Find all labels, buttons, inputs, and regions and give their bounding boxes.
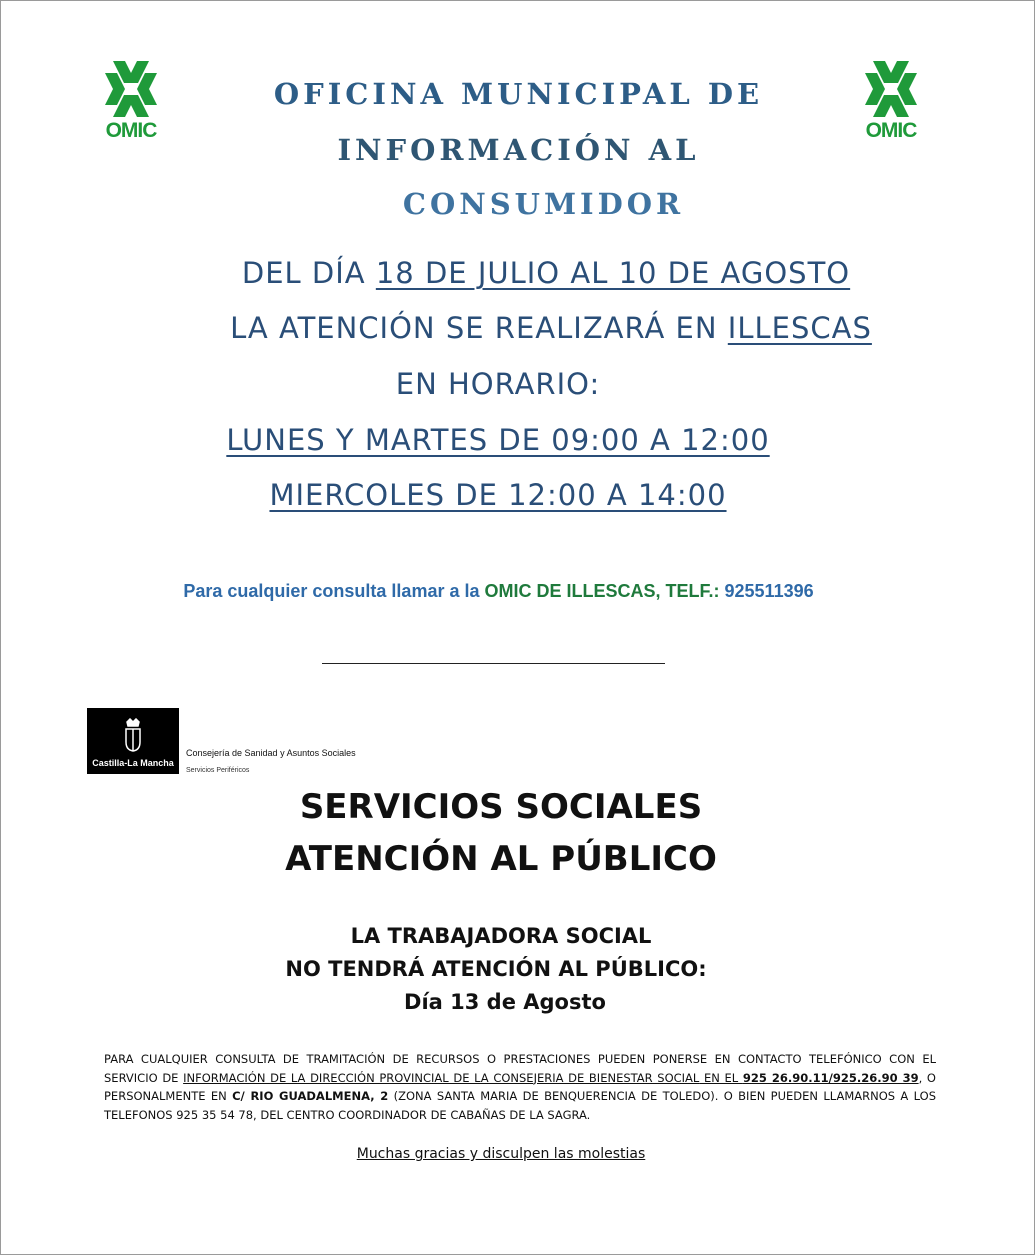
castilla-la-mancha-name: Castilla-La Mancha <box>92 758 174 768</box>
servicios-perifericos-label: Servicios Periféricos <box>186 767 250 774</box>
schedule-dates: 18 DE JULIO AL 10 DE AGOSTO <box>375 256 851 290</box>
closure-date-line: Día 13 de Agosto <box>404 990 606 1014</box>
consulta-prefix: Para cualquier consulta llamar a la <box>183 581 485 601</box>
thanks-line: Muchas gracias y disculpen las molestias <box>356 1146 646 1162</box>
castilla-la-mancha-logo <box>87 708 179 774</box>
header-title-line-3: CONSUMIDOR <box>402 187 685 221</box>
coat-of-arms-icon <box>121 718 145 752</box>
servicios-sociales-title: SERVICIOS SOCIALES <box>299 787 703 827</box>
schedule-dates-prefix: DEL DÍA <box>241 256 376 290</box>
atencion-publico-title: ATENCIÓN AL PÚBLICO <box>285 839 717 879</box>
body-part-5: , O PERSONALMENTE EN <box>104 1070 936 1103</box>
schedule-place-prefix: LA ATENCIÓN SE REALIZARÁ EN <box>230 311 728 345</box>
body-part-1: PARA CUALQUIER CONSULTA DE TRAMITACIÓN DE RECURSOS O PRESTACIONES PUEDEN PONERSE EN CONTACTO TELEFÓNICO CON EL SERVICIO DE <box>104 1052 936 1085</box>
no-atencion-line: NO TENDRÁ ATENCIÓN AL PÚBLICO: <box>285 957 707 981</box>
omic-logo-text: OMIC <box>105 119 157 142</box>
body-part-3: EN EL <box>699 1070 743 1085</box>
body-part-7: (ZONA SANTA MARIA DE BENQUERENCIA DE TOLEDO). O BIEN PUEDEN LLAMARNOS A LOS TELEFONOS 925 35 54 78, DEL CENTRO COORDINADOR DE CABAÑAS DE LA SAGRA. <box>104 1089 936 1122</box>
body-service-name: INFORMACIÓN DE LA DIRECCIÓN PROVINCIAL DE LA CONSEJERIA DE BIENESTAR SOCIAL <box>183 1070 700 1085</box>
omic-logo-text: OMIC <box>865 119 917 142</box>
header-title-line-1: OFICINA MUNICIPAL DE <box>273 77 764 111</box>
body-address: C/ RIO GUADALMENA, 2 <box>232 1089 389 1103</box>
schedule-dates-line <box>96 256 996 290</box>
schedule-hours-mon-tue-text: LUNES Y MARTES DE 09:00 A 12:00 <box>226 423 770 457</box>
trabajadora-social-line: LA TRABAJADORA SOCIAL <box>350 924 652 948</box>
consejeria-label: Consejería de Sanidad y Asuntos Sociales <box>186 748 356 758</box>
schedule-hours-mon-tue <box>48 423 948 457</box>
consulta-phone: 925511396 <box>719 581 814 601</box>
schedule-hours-wed <box>48 478 948 512</box>
section-divider <box>322 663 665 664</box>
consulta-omic: OMIC DE ILLESCAS, TELF.: <box>484 581 720 601</box>
body-phone-numbers: 925 26.90.11/925.26.90 39 <box>742 1070 919 1085</box>
header-title-line-2: INFORMACIÓN AL <box>337 133 700 167</box>
schedule-heading: EN HORARIO: <box>395 367 601 401</box>
consulta-line <box>61 581 936 602</box>
schedule-place-line <box>101 311 1001 345</box>
contact-info-paragraph <box>104 1050 936 1124</box>
schedule-place: ILLESCAS <box>727 311 872 345</box>
schedule-hours-wed-text: MIERCOLES DE 12:00 A 14:00 <box>269 478 727 512</box>
